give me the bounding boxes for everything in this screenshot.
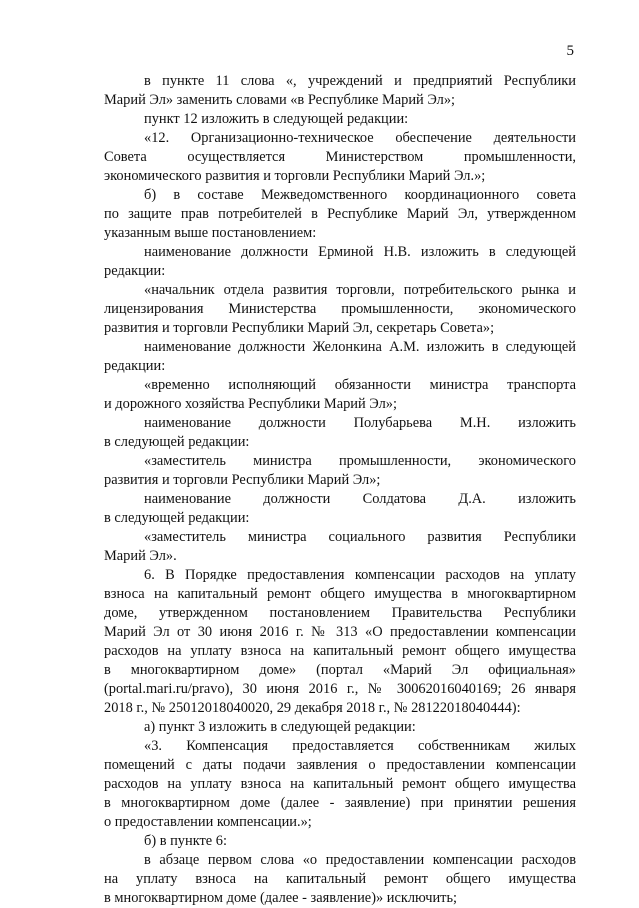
text-line: в абзаце первом слова «о предоставлении компенсации расходов — [144, 852, 576, 868]
page-number: 5 — [566, 43, 574, 59]
text-line: развития и торговли Республики Марий Эл»; — [104, 472, 381, 488]
text-line: в пункте 11 слова «, учреждений и предприятий Республики — [144, 73, 576, 89]
text-line: (portal.mari.ru/pravo), 30 июня 2016 г., № 30062016040169; 26 января — [104, 681, 576, 697]
text-line: в следующей редакции: — [104, 510, 250, 526]
text-line: 2018 г., № 25012018040020, 29 декабря 2018 г., № 28122018040444): — [104, 700, 521, 716]
text-line: «заместитель министра социального развития Республики — [144, 529, 576, 545]
text-line: пункт 12 изложить в следующей редакции: — [144, 111, 409, 127]
text-line: «заместитель министра промышленности, экономического — [144, 453, 576, 469]
text-line: Марий Эл» заменить словами «в Республике Марий Эл»; — [104, 92, 456, 108]
text-line: наименование должности Полубарьева М.Н. изложить — [144, 415, 576, 431]
text-line: расходов на уплату взноса на капитальный ремонт общего имущества — [104, 776, 576, 792]
text-line: доме, утвержденном постановлением Правительства Республики — [104, 605, 576, 621]
document-body — [104, 72, 576, 908]
text-line: наименование должности Желонкина А.М. изложить в следующей — [144, 339, 576, 355]
text-line: б) в составе Межведомственного координационного совета — [144, 187, 576, 203]
text-line: наименование должности Солдатова Д.А. изложить — [144, 491, 576, 507]
text-line: в следующей редакции: — [104, 434, 250, 450]
text-line: на уплату взноса на капитальный ремонт общего имущества — [104, 871, 576, 887]
text-line: расходов на уплату взноса на капитальный ремонт общего имущества — [104, 643, 576, 659]
text-line: «временно исполняющий обязанности министра транспорта — [144, 377, 576, 393]
text-line: наименование должности Ерминой Н.В. изложить в следующей — [144, 244, 576, 260]
text-line: а) пункт 3 изложить в следующей редакции: — [144, 719, 416, 735]
text-line: экономического развития и торговли Республики Марий Эл.»; — [104, 168, 486, 184]
text-line: редакции: — [104, 263, 166, 279]
text-line: в многоквартирном доме (далее - заявление) при принятии решения — [104, 795, 576, 811]
text-line: «3. Компенсация предоставляется собственникам жилых — [144, 738, 576, 754]
text-line: б) в пункте 6: — [144, 833, 227, 849]
text-line: взноса на капитальный ремонт общего имущества в многоквартирном — [104, 586, 576, 602]
text-line: в многоквартирном доме (далее - заявление)» исключить; — [104, 890, 458, 906]
text-line: Марий Эл от 30 июня 2016 г. № 313 «О предоставлении компенсации — [104, 624, 576, 640]
text-line: указанным выше постановлением: — [104, 225, 317, 241]
text-line: Марий Эл». — [104, 548, 177, 564]
text-line: лицензирования Министерства промышленности, экономического — [104, 301, 576, 317]
text-line: «12. Организационно-техническое обеспечение деятельности — [144, 130, 576, 146]
text-line: и дорожного хозяйства Республики Марий Эл»; — [104, 396, 397, 412]
text-line: 6. В Порядке предоставления компенсации расходов на уплату — [144, 567, 576, 583]
text-line: редакции: — [104, 358, 166, 374]
text-line: развития и торговли Республики Марий Эл, секретарь Совета»; — [104, 320, 495, 336]
text-line: в многоквартирном доме» (портал «Марий Эл официальная» — [104, 662, 576, 678]
text-line: «начальник отдела развития торговли, потребительского рынка и — [144, 282, 576, 298]
text-line: помещений с даты подачи заявления о предоставлении компенсации — [104, 757, 576, 773]
text-line: по защите прав потребителей в Республике Марий Эл, утвержденном — [104, 206, 576, 222]
text-line: о предоставлении компенсации.»; — [104, 814, 312, 830]
text-line: Совета осуществляется Министерством промышленности, — [104, 149, 576, 165]
